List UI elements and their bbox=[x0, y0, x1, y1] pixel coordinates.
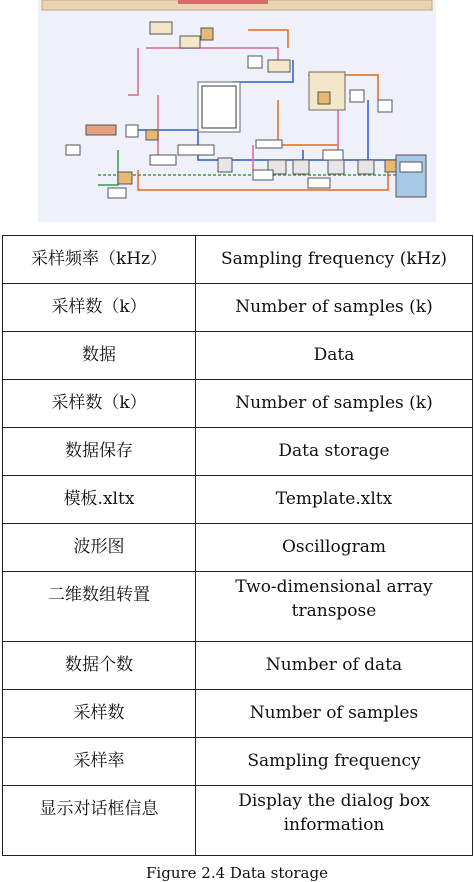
english-term-cell: Two-dimensional array transpose bbox=[196, 572, 473, 642]
table-row bbox=[3, 690, 473, 738]
table-row bbox=[3, 786, 473, 856]
chinese-term-cell: 数据保存 bbox=[3, 428, 196, 476]
english-term-cell: Display the dialog box information bbox=[196, 786, 473, 856]
table-row bbox=[3, 738, 473, 786]
english-term-cell: Number of data bbox=[196, 642, 473, 690]
block-diagram-figure bbox=[38, 0, 436, 222]
english-term-cell: Sampling frequency bbox=[196, 738, 473, 786]
english-term-cell: Sampling frequency (kHz) bbox=[196, 236, 473, 284]
chinese-term-cell: 波形图 bbox=[3, 524, 196, 572]
english-term-cell: Data storage bbox=[196, 428, 473, 476]
english-term-cell: Number of samples (k) bbox=[196, 380, 473, 428]
figure-caption: Figure 2.4 Data storage bbox=[146, 864, 328, 882]
chinese-term-cell: 采样数 bbox=[3, 690, 196, 738]
translation-table bbox=[2, 235, 473, 856]
chinese-term-cell: 数据 bbox=[3, 332, 196, 380]
english-term-cell: Number of samples (k) bbox=[196, 284, 473, 332]
english-term-cell: Data bbox=[196, 332, 473, 380]
table-row bbox=[3, 236, 473, 284]
table-row bbox=[3, 642, 473, 690]
chinese-term-cell: 显示对话框信息 bbox=[3, 786, 196, 856]
table-row bbox=[3, 332, 473, 380]
table-row bbox=[3, 572, 473, 642]
chinese-term-cell: 采样数（k） bbox=[3, 284, 196, 332]
chinese-term-cell: 采样率 bbox=[3, 738, 196, 786]
table-row bbox=[3, 380, 473, 428]
labview-block-diagram bbox=[38, 0, 436, 222]
table-row bbox=[3, 428, 473, 476]
chinese-term-cell: 采样频率（kHz） bbox=[3, 236, 196, 284]
chinese-term-cell: 二维数组转置 bbox=[3, 572, 196, 642]
english-term-cell: Number of samples bbox=[196, 690, 473, 738]
english-term-cell: Oscillogram bbox=[196, 524, 473, 572]
table-row bbox=[3, 476, 473, 524]
chinese-term-cell: 数据个数 bbox=[3, 642, 196, 690]
english-term-cell: Template.xltx bbox=[196, 476, 473, 524]
table-row bbox=[3, 284, 473, 332]
chinese-term-cell: 采样数（k） bbox=[3, 380, 196, 428]
table-row bbox=[3, 524, 473, 572]
chinese-term-cell: 模板.xltx bbox=[3, 476, 196, 524]
